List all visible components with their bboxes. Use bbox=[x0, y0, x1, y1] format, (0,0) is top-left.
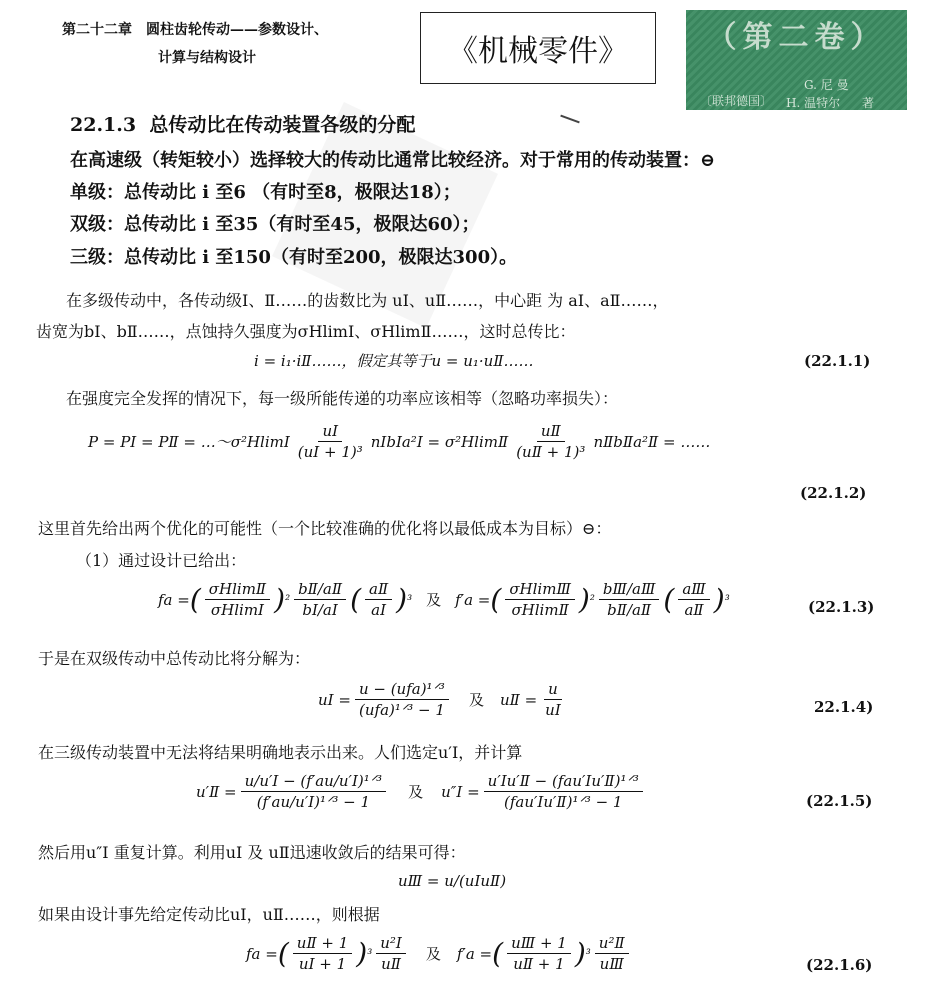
cover-author1: G. 尼 曼 bbox=[804, 78, 849, 92]
bold-line: 在高速级（转矩较小）选择较大的传动比通常比较经济。对于常用的传动装置：⊖ bbox=[70, 150, 716, 171]
chapter-title-line1: 第二十二章 圆柱齿轮传动——参数设计、 bbox=[62, 22, 328, 38]
paragraph-line: 在三级传动装置中无法将结果明确地表示出来。人们选定u′Ⅰ，并计算 bbox=[38, 743, 523, 762]
equation-u3: uⅢ = u/(uⅠuⅡ) bbox=[398, 872, 507, 890]
paragraph-line: 于是在双级传动中总传动比将分解为： bbox=[38, 649, 311, 668]
fraction: $\frac{\text{aⅡ}}{\text{aⅠ}}$ bbox=[365, 580, 392, 619]
fraction: $\frac{\text{u/u′Ⅰ − (f′au/u′Ⅰ)¹ᐟ³}}{\text{(f′au/u′Ⅰ)¹ᐟ³ − 1}}$ bbox=[241, 772, 387, 811]
paragraph-line: 如果由设计事先给定传动比uⅠ，uⅡ……，则根据 bbox=[38, 905, 380, 924]
equation-number: (22.1.6) bbox=[806, 956, 873, 974]
bold-line: 双级：总传动比 i 至35（有时至45，极限达60）； bbox=[70, 214, 480, 235]
fraction: $\frac{u}{\text{uⅠ}}$ bbox=[545, 680, 561, 719]
book-title: 《机械零件》 bbox=[420, 12, 656, 84]
fraction: $\frac{\text{uⅡ + 1}}{\text{uⅠ + 1}}$ bbox=[293, 934, 353, 973]
fraction: $\frac{\text{σHlimⅢ}}{\text{σHlimⅡ}}$ bbox=[505, 580, 575, 619]
cover-country: 〔联邦德国〕 bbox=[700, 94, 773, 108]
fraction: $\frac{\text{σHlimⅡ}}{\text{σHlimⅠ}}$ bbox=[205, 580, 270, 619]
equation-22-1-6: fa = ( $\frac{\text{uⅡ + 1}}{\text{uⅠ + 1}}$ ) ³ $\frac{\text{u²Ⅰ}}{\text{uⅡ}}$ 及 f′a = ( $\frac{\text{uⅢ + 1}}{\text{uⅡ + 1}}$ ) ³ $\frac{\text{u²Ⅱ}}{\text{uⅢ}}$ bbox=[246, 934, 633, 973]
equation-22-1-2: P = PⅠ = PⅡ = …～σ²HlimⅠ $\frac{\text{uⅠ}}{\text{(uⅠ + 1)³}}$ nⅠbⅠa²Ⅰ = σ²HlimⅡ $\frac{\text{uⅡ}}{\text{(uⅡ + 1)³}}$ nⅡbⅡa²Ⅱ = …… bbox=[88, 422, 711, 461]
paragraph-line: 在多级传动中，各传动级Ⅰ、Ⅱ……的齿数比为 uⅠ、uⅡ……，中心距 为 aⅠ、aⅡ……， bbox=[66, 291, 669, 310]
bold-line: 单级：总传动比 i 至6 （有时至8，极限达18）； bbox=[70, 182, 461, 203]
paragraph-line: （1）通过设计已给出： bbox=[76, 551, 247, 570]
section-heading bbox=[70, 110, 415, 137]
chapter-title-line2: 计算与结构设计 bbox=[158, 50, 256, 66]
cover-author2: H. 温特尔 bbox=[786, 96, 841, 110]
bold-line: 三级：总传动比 i 至150（有时至200，极限达300）。 bbox=[70, 247, 518, 268]
paragraph-line: 在强度完全发挥的情况下，每一级所能传递的功率应该相等（忽略功率损失）： bbox=[66, 389, 619, 408]
cover-author-role: 著 bbox=[862, 96, 875, 110]
fraction: $\frac{\text{u − (ufa)¹ᐟ³}}{\text{(ufa)¹ᐟ³ − 1}}$ bbox=[355, 680, 449, 719]
fraction: $\frac{\text{u′Ⅰu′Ⅱ − (fau′Ⅰu′Ⅱ)¹ᐟ³}}{\text{(fau′Ⅰu′Ⅱ)¹ᐟ³ − 1}}$ bbox=[484, 772, 643, 811]
fraction: $\frac{\text{uⅢ + 1}}{\text{uⅡ + 1}}$ bbox=[507, 934, 571, 973]
pen-mark bbox=[560, 115, 579, 124]
equation-number: (22.1.1) bbox=[804, 352, 871, 370]
equation-number: (22.1.2) bbox=[800, 484, 867, 502]
section-title: 总传动比在传动装置各级的分配 bbox=[149, 114, 416, 136]
cover-volume: （第二卷） bbox=[706, 20, 887, 55]
paragraph-line: 齿宽为bⅠ、bⅡ……，点蚀持久强度为σHlimⅠ、σHlimⅡ……，这时总传比： bbox=[36, 322, 576, 341]
paragraph-line: 这里首先给出两个优化的可能性（一个比较准确的优化将以最低成本为目标）⊖： bbox=[38, 519, 612, 538]
book-cover-image bbox=[686, 10, 907, 110]
equation-number: (22.1.3) bbox=[808, 598, 875, 616]
equation-22-1-3: fa = ( $\frac{\text{σHlimⅡ}}{\text{σHlimⅠ}}$ ) ² $\frac{\text{bⅡ/aⅡ}}{\text{bⅠ/aⅠ}}$ ( $\frac{\text{aⅡ}}{\text{aⅠ}}$ ) ³ 及 f′a = ( $\frac{\text{σHlimⅢ}}{\text{σHlimⅡ}}$ ) ² $\frac{\text{bⅢ/aⅢ}}{\text{bⅡ/aⅡ}}$ ( $\frac{\text{aⅢ}}{\text{aⅡ}}$ ) ³ bbox=[158, 580, 730, 619]
equation-22-1-5: u′Ⅱ = $\frac{\text{u/u′Ⅰ − (f′au/u′Ⅰ)¹ᐟ³}}{\text{(f′au/u′Ⅰ)¹ᐟ³ − 1}}$ 及 u″Ⅰ = $\frac{\text{u′Ⅰu′Ⅱ − (fau′Ⅰu′Ⅱ)¹ᐟ³}}{\text{(fau′Ⅰu′Ⅱ)¹ᐟ³ − 1}}$ bbox=[196, 772, 647, 811]
fraction: $\frac{\text{uⅡ}}{\text{(uⅡ + 1)³}}$ bbox=[516, 422, 586, 461]
fraction: $\frac{\text{bⅡ/aⅡ}}{\text{bⅠ/aⅠ}}$ bbox=[294, 580, 346, 619]
fraction: $\frac{\text{bⅢ/aⅢ}}{\text{bⅡ/aⅡ}}$ bbox=[599, 580, 660, 619]
equation-22-1-4: uⅠ = $\frac{\text{u − (ufa)¹ᐟ³}}{\text{(ufa)¹ᐟ³ − 1}}$ 及 uⅡ = $\frac{u}{\text{uⅠ}}$ bbox=[318, 680, 569, 719]
equation-22-1-1: i = i₁·iⅡ……，假定其等于u = u₁·uⅡ…… bbox=[254, 352, 534, 370]
fraction: $\frac{\text{u²Ⅱ}}{\text{uⅢ}}$ bbox=[595, 934, 629, 973]
equation-number: 22.1.4) bbox=[814, 698, 874, 716]
equation-number: (22.1.5) bbox=[806, 792, 873, 810]
section-number: 22.1.3 bbox=[70, 114, 137, 136]
fraction: $\frac{\text{uⅠ}}{\text{(uⅠ + 1)³}}$ bbox=[297, 422, 363, 461]
fraction: $\frac{\text{u²Ⅰ}}{\text{uⅡ}}$ bbox=[376, 934, 406, 973]
fraction: $\frac{\text{aⅢ}}{\text{aⅡ}}$ bbox=[678, 580, 709, 619]
paragraph-line: 然后用u″Ⅰ 重复计算。利用uⅠ 及 uⅡ迅速收敛后的结果可得： bbox=[38, 843, 466, 862]
